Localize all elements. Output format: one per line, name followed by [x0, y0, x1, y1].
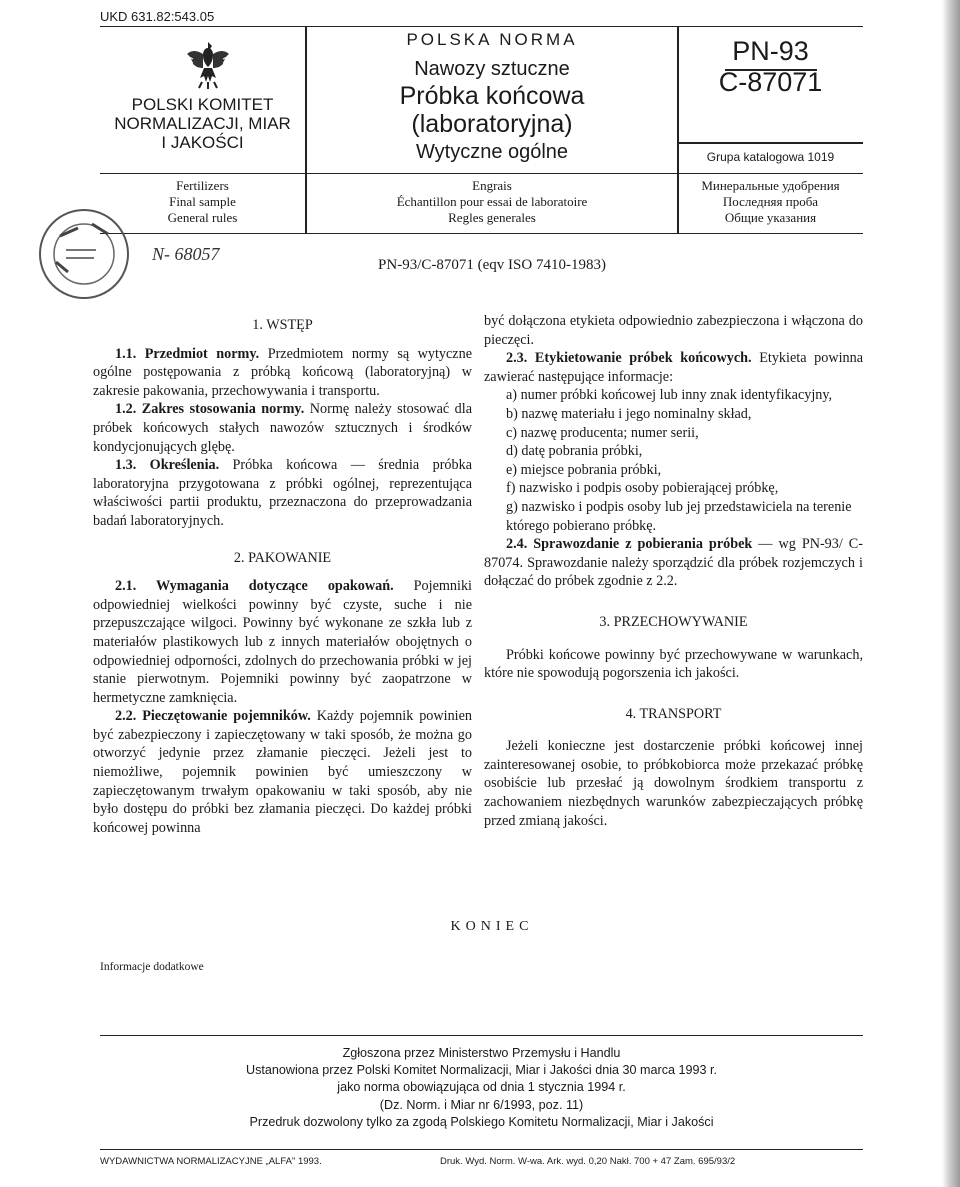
grupa-divider — [678, 142, 863, 144]
list-item: c) nazwę producenta; numer serii, — [506, 424, 699, 441]
publisher-line: WYDAWNICTWA NORMALIZACYJNE „ALFA" 1993. — [100, 1156, 322, 1167]
equivalence-line: PN-93/C-87071 (eqv ISO 7410-1983) — [378, 257, 606, 273]
catalog-group: Grupa katalogowa 1019 — [706, 150, 835, 164]
russian-title — [678, 178, 863, 226]
list-item: d) datę pobrania próbki, — [506, 443, 643, 460]
paragraph-2-4 — [484, 535, 863, 591]
footer-line: Przedruk dozwolony tylko za zgodą Polskiego Komitetu Normalizacji, Miar i Jakości — [249, 1114, 714, 1129]
russian-line: Общие указания — [724, 210, 817, 225]
section-heading-wstep: 1. WSTĘP — [252, 317, 313, 333]
footer-text — [100, 1036, 863, 1131]
scan-edge-shadow — [942, 0, 960, 1187]
paragraph-1-3 — [93, 456, 472, 530]
footer-box — [100, 1035, 863, 1150]
polska-norma-label: POLSKA NORMA — [406, 30, 578, 49]
paragraph-heading: 2.2. Pieczętowanie pojemników. — [115, 708, 311, 725]
committee-line: NORMALIZACJI, MIAR — [114, 114, 291, 133]
paragraph-2-3 — [484, 349, 863, 386]
section-heading-transport: 4. TRANSPORT — [625, 705, 722, 722]
russian-line: Минеральные удобрения — [701, 178, 840, 193]
paragraph-text: Etykieta powinna zawierać następujące informacje: — [484, 350, 863, 385]
title-line: (laboratoryjna) — [411, 110, 573, 138]
list-item: g) nazwisko i podpis osoby lub jej przedstawiciela na terenie którego pobierano próbkę. — [506, 498, 852, 534]
left-column — [93, 316, 472, 837]
title-line: Próbka końcowa — [399, 82, 585, 110]
right-column — [484, 312, 863, 830]
english-line: Final sample — [169, 194, 236, 209]
paragraph-text: Próbka końcowa — średnia próbka laboratoryjna przygotowana z próbki ogólnej, reprezentująca właściwości partii produktu, przeznaczona do przeprowadzania badań laboratoryjnych. — [93, 457, 472, 529]
document-subtitle: Wytyczne ogólne — [415, 141, 569, 163]
footer-line: jako norma obowiązująca od dnia 1 stycznia 1994 r. — [337, 1080, 626, 1095]
french-line: Engrais — [472, 178, 512, 193]
library-stamp-icon — [36, 206, 132, 302]
english-line: Fertilizers — [176, 178, 229, 193]
list-item: b) nazwę materiału i jego nominalny skład, — [506, 405, 752, 422]
print-info-line: Druk. Wyd. Norm. W-wa. Ark. wyd. 0,20 Nakł. 700 + 47 Zam. 695/93/2 — [440, 1156, 736, 1167]
paragraph-heading: 1.1. Przedmiot normy. — [115, 345, 260, 362]
eagle-emblem-icon — [185, 38, 231, 92]
footer-line: Zgłoszona przez Ministerstwo Przemysłu i Handlu — [342, 1046, 621, 1060]
paragraph-1-1 — [93, 345, 472, 401]
pn-code: C-87071 — [718, 67, 823, 97]
french-line: Échantillon pour essai de laboratoire — [396, 194, 588, 209]
committee-line: I JAKOŚCI — [161, 133, 244, 152]
paragraph-heading: 2.3. Etykietowanie próbek końcowych. — [506, 350, 752, 367]
section-heading-przechowywanie: 3. PRZECHOWYWANIE — [599, 613, 748, 630]
paragraph-text: Pojemniki odpowiedniej wielkości powinny być czyste, suche i nie przepuszczające wilgoci. Powinny być wykonane ze szkła lub z materiałów plastikowych lub z innych materiałów obojętnych o odpowiedniej odporności, zdolnych do przechowania próbki w jej stanie pierwotnym. Pojemniki powinny być zaopatrzone w hermetyczne zamknięcia. — [93, 578, 472, 706]
paragraph-4: Jeżeli konieczne jest dostarczenie próbki końcowej innej zainteresowanej osobie, to próbkobiorca może przekazać próbkę osobiście lub przesłać ją dowolnym środkiem transportu z zachowaniem niezbędnych warunków zabezpieczających próbkę przed zmianą jakości. — [484, 738, 863, 829]
udk-code: UKD 631.82:543.05 — [100, 9, 215, 24]
paragraph-text: Normę należy stosować dla próbek końcowych stałych nawozów sztucznych i środków kondycjonujących glębę. — [93, 401, 473, 455]
document-title — [306, 82, 678, 138]
committee-name — [100, 95, 305, 152]
list-item: e) miejsce pobrania próbki, — [506, 461, 662, 478]
subject-label: Nawozy sztuczne — [414, 58, 570, 80]
pn-number: PN-93 — [732, 36, 809, 66]
english-line: General rules — [167, 210, 238, 225]
paragraph-1-2 — [93, 400, 472, 456]
end-mark: KONIEC — [450, 919, 534, 934]
french-line: Regles generales — [448, 210, 536, 225]
paragraph-heading: 2.1. Wymagania dotyczące opakowań. — [115, 578, 394, 595]
list-item: a) numer próbki końcowej lub inny znak identyfikacyjny, — [506, 387, 833, 404]
paragraph-2-2-continued: być dołączona etykieta odpowiednio zabezpieczona i włączona do pieczęci. — [484, 313, 863, 348]
list-item: f) nazwisko i podpis osoby pobierającej próbkę, — [506, 480, 779, 497]
paragraph-text: Przedmiotem normy są wytyczne ogólne postępowania z próbką końcową (laboratoryjną) w zakresie pakowania, przechowywania i transportu. — [93, 345, 472, 399]
committee-line: POLSKI KOMITET — [131, 95, 274, 114]
paragraph-text: Każdy pojemnik powinien być zabezpieczony i zapieczętowany w taki sposób, że można go otworzyć jedynie przez złamanie pieczęci. Jeżeli jest to niemożliwe, pojemnik powinien być umieszczony w zapieczętowanym trwałym opakowaniu w taki sposób, aby nie było dostępu do próbki bez złamania pieczęci. Do każdej próbki końcowej powinna — [93, 708, 473, 836]
paragraph-heading: 1.2. Zakres stosowania normy. — [115, 401, 305, 418]
paragraph-heading: 2.4. Sprawozdanie z pobierania próbek — [506, 536, 753, 553]
paragraph-text: — wg PN-93/ C-87074. Sprawozdanie należy sporządzić dla próbek rozjemczych i dołączać do próbek zgodnie z 2.2. — [484, 536, 863, 590]
french-title — [306, 178, 678, 226]
section-heading-pakowanie: 2. PAKOWANIE — [233, 549, 332, 566]
footer-line: (Dz. Norm. i Miar nr 6/1993, poz. 11) — [379, 1097, 584, 1112]
handwritten-note: N- 68057 — [152, 244, 220, 264]
additional-info-label: Informacje dodatkowe — [100, 961, 204, 973]
paragraph-heading: 1.3. Określenia. — [115, 457, 220, 474]
paragraph-2-1 — [93, 577, 472, 707]
paragraph-3: Próbki końcowe powinny być przechowywane w warunkach, które nie spowodują pogorszenia ich jakości. — [484, 646, 863, 682]
russian-line: Последняя проба — [722, 194, 819, 209]
paragraph-2-2 — [93, 707, 472, 837]
footer-line: Ustanowiona przez Polski Komitet Normalizacji, Miar i Jakości dnia 30 marca 1993 r. — [245, 1063, 718, 1078]
